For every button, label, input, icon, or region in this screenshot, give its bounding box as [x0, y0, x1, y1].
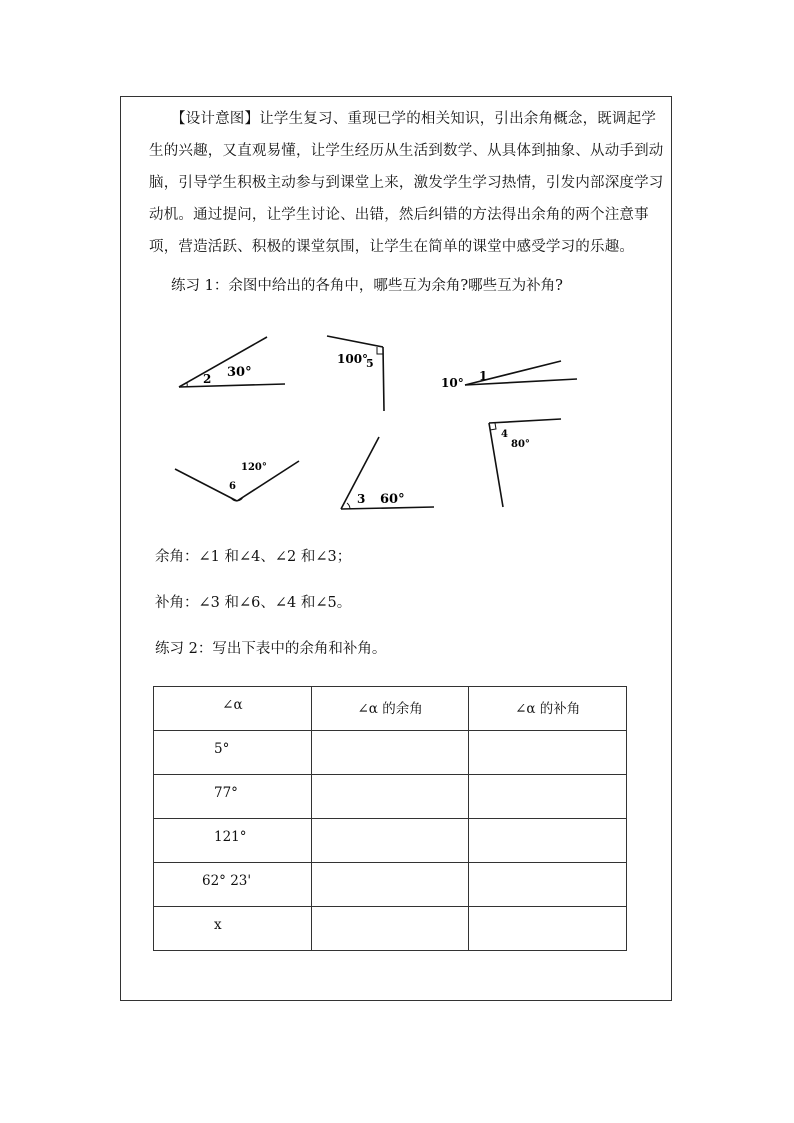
table-header-cell: ∠α: [154, 687, 312, 731]
angle-5-number: 5: [366, 357, 374, 370]
table-header-cell: ∠α 的余角: [311, 687, 469, 731]
angle-4-degree: 80°: [511, 439, 530, 450]
angle-4-number: 4: [501, 429, 508, 440]
table-row: [154, 907, 627, 951]
table-row: [154, 775, 627, 819]
angle-value-cell: x: [154, 907, 312, 951]
angle-3-degree: 60°: [380, 492, 405, 507]
complement-cell: [311, 907, 469, 951]
exercise2-question: 练习 2：写出下表中的余角和补角。: [155, 641, 387, 657]
complement-cell: [311, 731, 469, 775]
supplement-cell: [469, 863, 627, 907]
angle-6-diagram: [175, 461, 299, 501]
angle-value-cell: 5°: [154, 731, 312, 775]
angle-6-number: 6: [229, 481, 236, 492]
angles-figure: [151, 325, 591, 525]
angle-value-cell: 77°: [154, 775, 312, 819]
table-header-row: [154, 687, 627, 731]
table-header-cell: ∠α 的补角: [469, 687, 627, 731]
angle-table: [153, 686, 627, 951]
complement-cell: [311, 775, 469, 819]
angle-2-number: 2: [203, 372, 212, 386]
complement-cell: [311, 863, 469, 907]
exercise1-question: 练习 1：余图中给出的各角中，哪些互为余角?哪些互为补角?: [171, 278, 563, 294]
angle-2-diagram: [179, 337, 285, 387]
angle-1-diagram: [441, 361, 577, 390]
angle-value-cell: 62° 23': [154, 863, 312, 907]
angle-3-diagram: [341, 437, 434, 509]
angle-4-diagram: [489, 419, 561, 507]
supplement-cell: [469, 731, 627, 775]
supplement-cell: [469, 819, 627, 863]
supplementary-answer: 补角：∠3 和∠6、∠4 和∠5。: [155, 595, 352, 611]
supplement-cell: [469, 907, 627, 951]
angle-5-degree: 100°: [337, 352, 369, 366]
design-intent-text: 【设计意图】让学生复习、重现已学的相关知识，引出余角概念，既调起学生的兴趣，又直观易懂，让学生经历从生活到数学、从具体到抽象、从动手到动脑，引导学生积极主动参与到课堂上来，激发学生学习热情，引发内部深度学习动机。通过提问，让学生讨论、出错，然后纠错的方法得出余角的两个注意事项，营造活跃、积极的课堂氛围，让学生在简单的课堂中感受学习的乐趣。: [149, 111, 664, 255]
supplement-cell: [469, 775, 627, 819]
design-intent-paragraph: [149, 103, 669, 263]
angle-5-diagram: [327, 336, 384, 411]
angle-1-degree: 10°: [441, 376, 464, 390]
table-row: [154, 731, 627, 775]
angle-value-cell: 121°: [154, 819, 312, 863]
angle-3-number: 3: [357, 492, 366, 506]
angle-6-degree: 120°: [241, 462, 267, 473]
table-row: [154, 819, 627, 863]
angle-1-number: 1: [479, 369, 488, 383]
angle-2-degree: 30°: [227, 365, 252, 380]
content-frame: [120, 96, 672, 1001]
table-row: [154, 863, 627, 907]
complementary-answer: 余角：∠1 和∠4、∠2 和∠3；: [155, 549, 352, 565]
complement-cell: [311, 819, 469, 863]
